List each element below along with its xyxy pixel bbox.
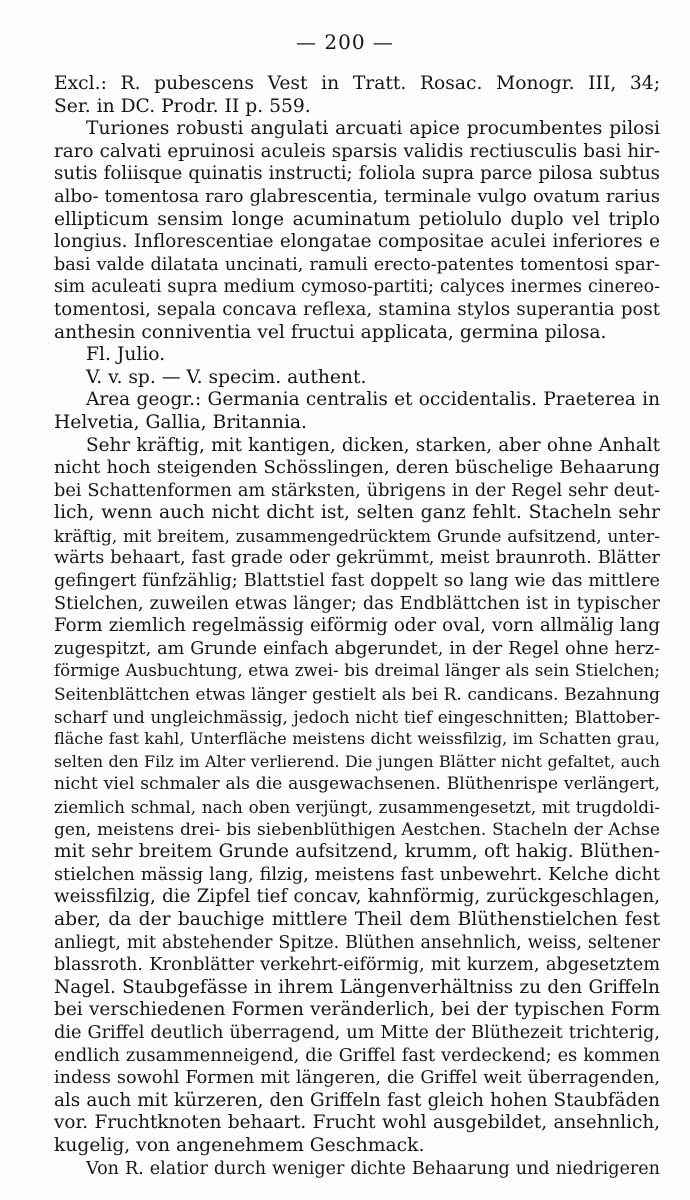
text-line: weissfilzig, die Zipfel tief concav, kahnförmig, zurückgeschlagen, (54, 886, 660, 908)
text-line: Helvetia, Gallia, Britannia. (54, 411, 307, 433)
text-line: anliegt, mit abstehender Spitze. Blüthen ansehnlich, weiss, seltener (54, 932, 660, 953)
text-line: basi valde dilatata uncinati, ramuli erecto-patentes tomentosi spar- (54, 254, 660, 275)
text-line: anthesin conniventia vel fructui applicata, germina pilosa. (54, 321, 607, 343)
text-line: sim aculeati supra medium cymoso-partiti; calyces inermes cinereo- (54, 277, 660, 298)
text-line: kräftig, mit breitem, zusammengedrücktem Grunde aufsitzend, unter- (54, 525, 660, 546)
text-line: nicht viel schmaler als die ausgewachsenen. Blüthenrispe verlängert, (54, 774, 660, 795)
text-line: Ser. in DC. Prodr. II p. 559. (54, 95, 311, 117)
text-line: aber, da der bauchige mittlere Theil dem Blüthenstielchen fest (54, 908, 660, 930)
text-line: kugelig, von angenehmem Geschmack. (54, 1134, 425, 1156)
text-line: ellipticum sensim longe acuminatum petiolulo duplo vel triplo (54, 208, 660, 230)
text-line: wärts behaart, fast grade oder gekrümmt, meist braunroth. Blätter (54, 548, 660, 569)
text-line: tomentosi, sepala concava reflexa, stamina stylos superantia post (54, 298, 660, 320)
text-line: ziemlich schmal, nach oben verjüngt, zusammengesetzt, mit trugdoldi- (54, 797, 660, 817)
text-line: sutis foliisque quinatis instructi; foliola supra parce pilosa subtus (54, 163, 660, 185)
text-line: Seitenblättchen etwas länger gestielt als bei R. candicans. Bezahnung (54, 684, 660, 705)
text-line: Von R. elatior durch weniger dichte Behaarung und niedrigeren (86, 1158, 660, 1179)
text-line: gefingert fünfzählig; Blattstiel fast doppelt so lang wie das mittlere (54, 571, 660, 592)
text-line: albo- tomentosa raro glabrescentia, terminale vulgo ovatum rarius (54, 185, 660, 207)
text-line: blassroth. Kronblätter verkehrt-eiförmig, mit kurzem, abgesetztem (54, 955, 660, 976)
text-line: indess sowohl Formen mit längeren, die Griffel weit überragenden, (54, 1068, 660, 1089)
text-line: Fl. Julio. (86, 344, 166, 366)
text-line: fläche fast kahl, Unterfläche meistens dicht weissfilzig, im Schatten grau, (54, 729, 660, 749)
text-line: Form ziemlich regelmässig eiförmig oder oval, vorn allmälig lang (54, 615, 660, 637)
text-line: die Griffel deutlich überragend, um Mitte der Blüthezeit trichterig, (54, 1022, 660, 1043)
text-line: raro calvati epruinosi aculeis sparsis validis rectiusculis basi hir- (54, 140, 660, 162)
text-line: vor. Fruchtknoten behaart. Frucht wohl ausgebildet, ansehnlich, (54, 1112, 660, 1134)
text-line: longius. Inflorescentiae elongatae compositae aculei inferiores e (54, 231, 660, 253)
text-line: scharf und ungleichmässig, jedoch nicht tief eingeschnitten; Blattober- (54, 706, 660, 727)
text-line: förmige Ausbuchtung, etwa zwei- bis dreimal länger als sein Stielchen; (54, 661, 660, 681)
text-line: nicht hoch steigenden Schösslingen, deren büschelige Behaarung (54, 457, 660, 479)
text-line: Turiones robusti angulati arcuati apice procumbentes pilosi (86, 118, 660, 140)
body-text (54, 73, 660, 1180)
text-line: bei verschiedenen Formen veränderlich, bei der typischen Form (54, 999, 660, 1021)
text-line: Stielchen, zuweilen etwas länger; das Endblättchen ist in typischer (54, 593, 660, 614)
text-line: Area geogr.: Germania centralis et occidentalis. Praeterea in (86, 389, 660, 411)
text-line: mit sehr breitem Grunde aufsitzend, krumm, oft hakig. Blüthen- (54, 841, 660, 863)
text-line: als auch mit kürzeren, den Griffeln fast gleich hohen Staubfäden (54, 1089, 660, 1111)
text-line: lich, wenn auch nicht dicht ist, selten ganz fehlt. Stacheln sehr (54, 502, 660, 524)
text-line: Nagel. Staubgefässe in ihrem Längenverhältniss zu den Griffeln (54, 976, 660, 998)
text-line: Excl.: R. pubescens Vest in Tratt. Rosac. Monogr. III, 34; (54, 73, 660, 94)
text-line: bei Schattenformen am stärksten, übrigens in der Regel sehr deut- (54, 480, 660, 501)
text-line: endlich zusammenneigend, die Griffel fast verdeckend; es kommen (54, 1045, 660, 1066)
text-line: gen, meistens drei- bis siebenblüthigen Aestchen. Stacheln der Achse (54, 819, 660, 840)
text-line: selten den Filz im Alter verlierend. Die jungen Blätter nicht gefaltet, auch (54, 751, 660, 771)
text-line: Sehr kräftig, mit kantigen, dicken, starken, aber ohne Anhalt (86, 434, 660, 456)
text-line: V. v. sp. — V. specim. authent. (86, 366, 367, 388)
page-number: — 200 — (296, 30, 394, 54)
text-line: stielchen mässig lang, filzig, meistens fast unbewehrt. Kelche dicht (54, 864, 660, 885)
text-line: zugespitzt, am Grunde einfach abgerundet, in der Regel ohne herz- (54, 638, 660, 659)
